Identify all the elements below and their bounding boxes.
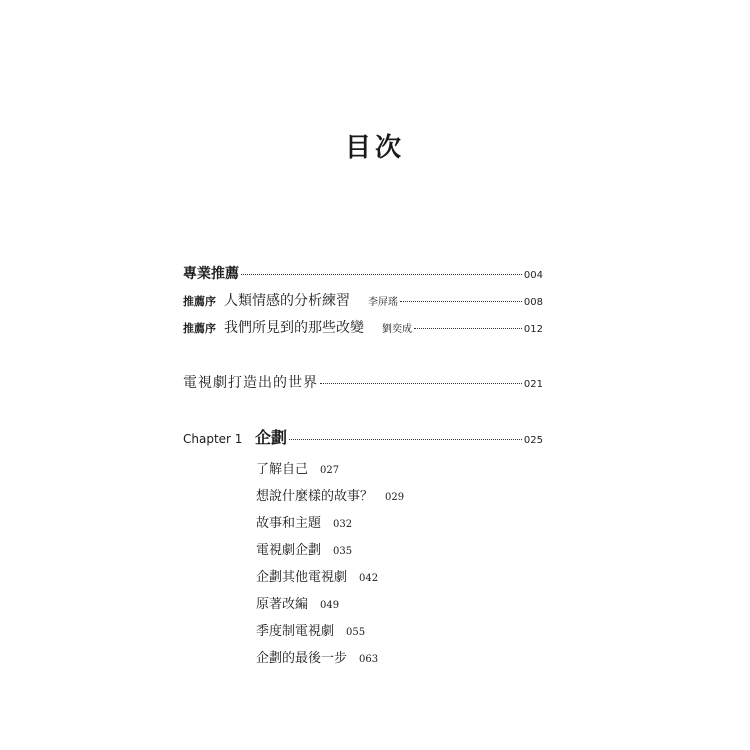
toc-entry-chapter-1[interactable]: [183, 425, 543, 448]
toc-entry-recommendations[interactable]: [183, 263, 543, 283]
toc-entry-author: 李屏瑤: [368, 297, 398, 308]
section-page-number: 055: [346, 627, 366, 638]
toc-section-item[interactable]: [256, 620, 365, 639]
section-title: 想說什麼樣的故事？: [256, 489, 374, 504]
section-title: 原著改編: [256, 597, 309, 612]
section-title: 電視劇企劃: [256, 543, 322, 558]
toc-page-number: 012: [523, 324, 543, 335]
dot-leader: [414, 328, 522, 329]
section-page-number: 042: [359, 573, 379, 584]
toc-section-item[interactable]: [256, 566, 378, 585]
section-page-number: 029: [385, 492, 405, 503]
toc-section-item[interactable]: [256, 647, 378, 666]
toc-entry-title: 專業推薦: [183, 266, 239, 282]
toc-section-item[interactable]: [256, 512, 352, 531]
toc-section-item[interactable]: [256, 539, 352, 558]
toc-page-number: 004: [523, 270, 543, 281]
section-title: 了解自己: [256, 462, 309, 477]
toc-entry-prologue[interactable]: [183, 372, 543, 392]
toc-entry-title: 人類情感的分析練習: [224, 293, 350, 309]
dot-leader: [289, 439, 522, 440]
section-page-number: 032: [333, 519, 353, 530]
toc-entry-label: 推薦序: [183, 322, 216, 335]
section-title: 企劃其他電視劇: [256, 570, 348, 585]
toc-page-number: 021: [523, 379, 543, 390]
dot-leader: [241, 274, 522, 275]
toc-section-item[interactable]: [256, 485, 404, 504]
dot-leader: [320, 383, 522, 384]
toc-entry-foreword-1[interactable]: [183, 290, 543, 310]
toc-entry-author: 劉奕成: [382, 324, 412, 335]
toc-page-number: 025: [523, 435, 543, 446]
toc-entry-label: 推薦序: [183, 295, 216, 308]
toc-section-item[interactable]: [256, 593, 339, 612]
chapter-title: 企劃: [255, 428, 288, 447]
section-title: 故事和主題: [256, 516, 322, 531]
section-title: 季度制電視劇: [256, 624, 335, 639]
toc-entry-title: 電視劇打造出的世界: [183, 375, 318, 391]
toc-section-item[interactable]: [256, 458, 339, 477]
section-page-number: 027: [320, 465, 340, 476]
page-title: 目次: [344, 133, 405, 163]
toc-entry-title: 我們所見到的那些改變: [224, 320, 364, 336]
section-title: 企劃的最後一步: [256, 651, 348, 666]
section-page-number: 063: [359, 654, 379, 665]
toc-entry-foreword-2[interactable]: [183, 317, 543, 337]
section-page-number: 049: [320, 600, 340, 611]
toc-page-number: 008: [523, 297, 543, 308]
chapter-label: Chapter 1: [183, 432, 243, 446]
dot-leader: [400, 301, 522, 302]
section-page-number: 035: [333, 546, 353, 557]
